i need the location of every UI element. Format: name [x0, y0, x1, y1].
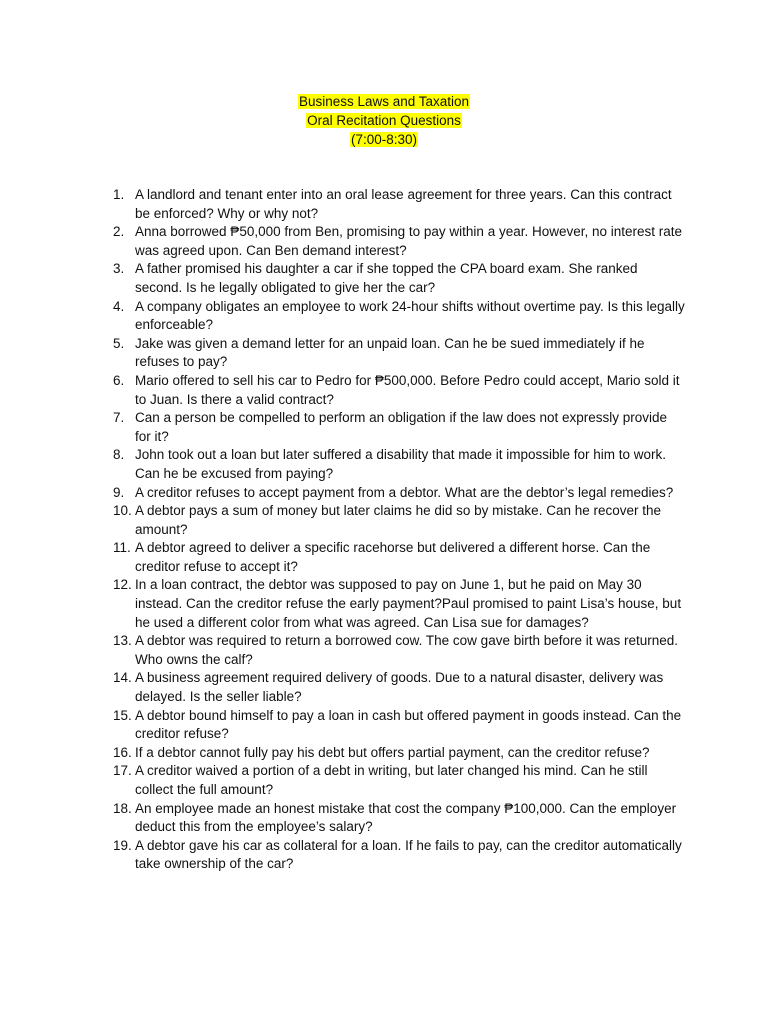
question-text: A creditor waived a portion of a debt in writing, but later changed his mind. Can he still collect the full amount? [135, 763, 648, 797]
question-number: 13. [113, 633, 132, 649]
question-text: A debtor bound himself to pay a loan in cash but offered payment in goods instead. Can the creditor refuse? [135, 707, 682, 742]
question-text: Anna borrowed ₱50,000 from Ben, promising to pay within a year. However, no interest rate was agreed upon. Can Ben demand interest? [135, 224, 683, 258]
question-text: A father promised his daughter a car if she topped the CPA board exam. She ranked second. Is he legally obligated to give her the car? [135, 261, 638, 295]
question-number: 12. [113, 577, 132, 593]
question-item [113, 335, 685, 372]
question-text: John took out a loan but later suffered a disability that made it impossible for him to work. Can he be excused from paying? [135, 447, 667, 481]
question-number: 9. [113, 484, 125, 500]
question-number: 2. [113, 224, 125, 240]
question-item [113, 298, 685, 335]
question-text: A landlord and tenant enter into an oral lease agreement for three years. Can this contract be enforced? Why or why not? [135, 187, 672, 221]
question-item [113, 484, 685, 503]
question-item [113, 223, 685, 260]
question-item [113, 837, 685, 874]
question-item [113, 669, 685, 706]
question-number: 6. [113, 372, 125, 388]
question-item [113, 576, 685, 632]
question-number: 8. [113, 447, 125, 463]
question-text: Jake was given a demand letter for an unpaid loan. Can he be sued immediately if he refuses to pay? [135, 335, 645, 370]
question-text: A debtor was required to return a borrowed cow. The cow gave birth before it was returned. Who owns the calf? [135, 633, 679, 667]
question-text: A debtor agreed to deliver a specific racehorse but delivered a different horse. Can the creditor refuse to accept it? [135, 540, 651, 574]
question-item [113, 260, 685, 297]
document-title [0, 92, 768, 149]
question-item [113, 409, 685, 446]
question-number: 16. [113, 744, 132, 760]
question-item [113, 744, 685, 763]
question-number: 19. [113, 837, 132, 853]
question-item [113, 707, 685, 744]
question-text: An employee made an honest mistake that cost the company ₱100,000. Can the employer deduct this from the employee’s salary? [135, 800, 677, 835]
question-number: 5. [113, 335, 125, 351]
question-item [113, 502, 685, 539]
question-number: 11. [113, 540, 131, 556]
question-text: Can a person be compelled to perform an obligation if the law does not expressly provide for it? [135, 410, 668, 444]
question-number: 10. [113, 503, 132, 519]
question-text: A business agreement required delivery of goods. Due to a natural disaster, delivery was delayed. Is the seller liable? [135, 670, 664, 705]
question-item [113, 446, 685, 483]
question-item [113, 632, 685, 669]
question-number: 15. [113, 707, 132, 723]
question-item [113, 539, 685, 576]
title-subtitle: Oral Recitation Questions [307, 113, 461, 128]
question-number: 4. [113, 298, 125, 314]
question-text: A debtor gave his car as collateral for a loan. If he fails to pay, can the creditor automatically take ownership of the car? [135, 837, 682, 872]
question-text: A creditor refuses to accept payment from a debtor. What are the debtor’s legal remedies? [135, 484, 674, 500]
question-text: In a loan contract, the debtor was supposed to pay on June 1, but he paid on May 30 instead. Can the creditor refuse the early payment?Paul promised to paint Lisa’s house, but he used a different color from what was agreed. Can Lisa sue for damages? [135, 577, 682, 630]
question-text: A debtor pays a sum of money but later claims he did so by mistake. Can he recover the amount? [135, 503, 662, 537]
question-text: Mario offered to sell his car to Pedro for ₱500,000. Before Pedro could accept, Mario sold it to Juan. Is there a valid contract? [135, 372, 680, 407]
question-text: A company obligates an employee to work 24-hour shifts without overtime pay. Is this legally enforceable? [135, 298, 685, 333]
question-list [113, 186, 685, 874]
question-text: If a debtor cannot fully pay his debt but offers partial payment, can the creditor refuse? [135, 744, 650, 760]
question-item [113, 800, 685, 837]
question-number: 18. [113, 800, 132, 816]
question-number: 1. [113, 187, 125, 202]
title-course: Business Laws and Taxation [298, 94, 470, 109]
question-number: 7. [113, 410, 125, 426]
question-number: 3. [113, 261, 125, 277]
question-number: 17. [113, 763, 132, 779]
question-item [113, 186, 685, 223]
question-number: 14. [113, 670, 132, 686]
question-item [113, 372, 685, 409]
question-item [113, 762, 685, 799]
title-time: (7:00-8:30) [350, 132, 418, 147]
